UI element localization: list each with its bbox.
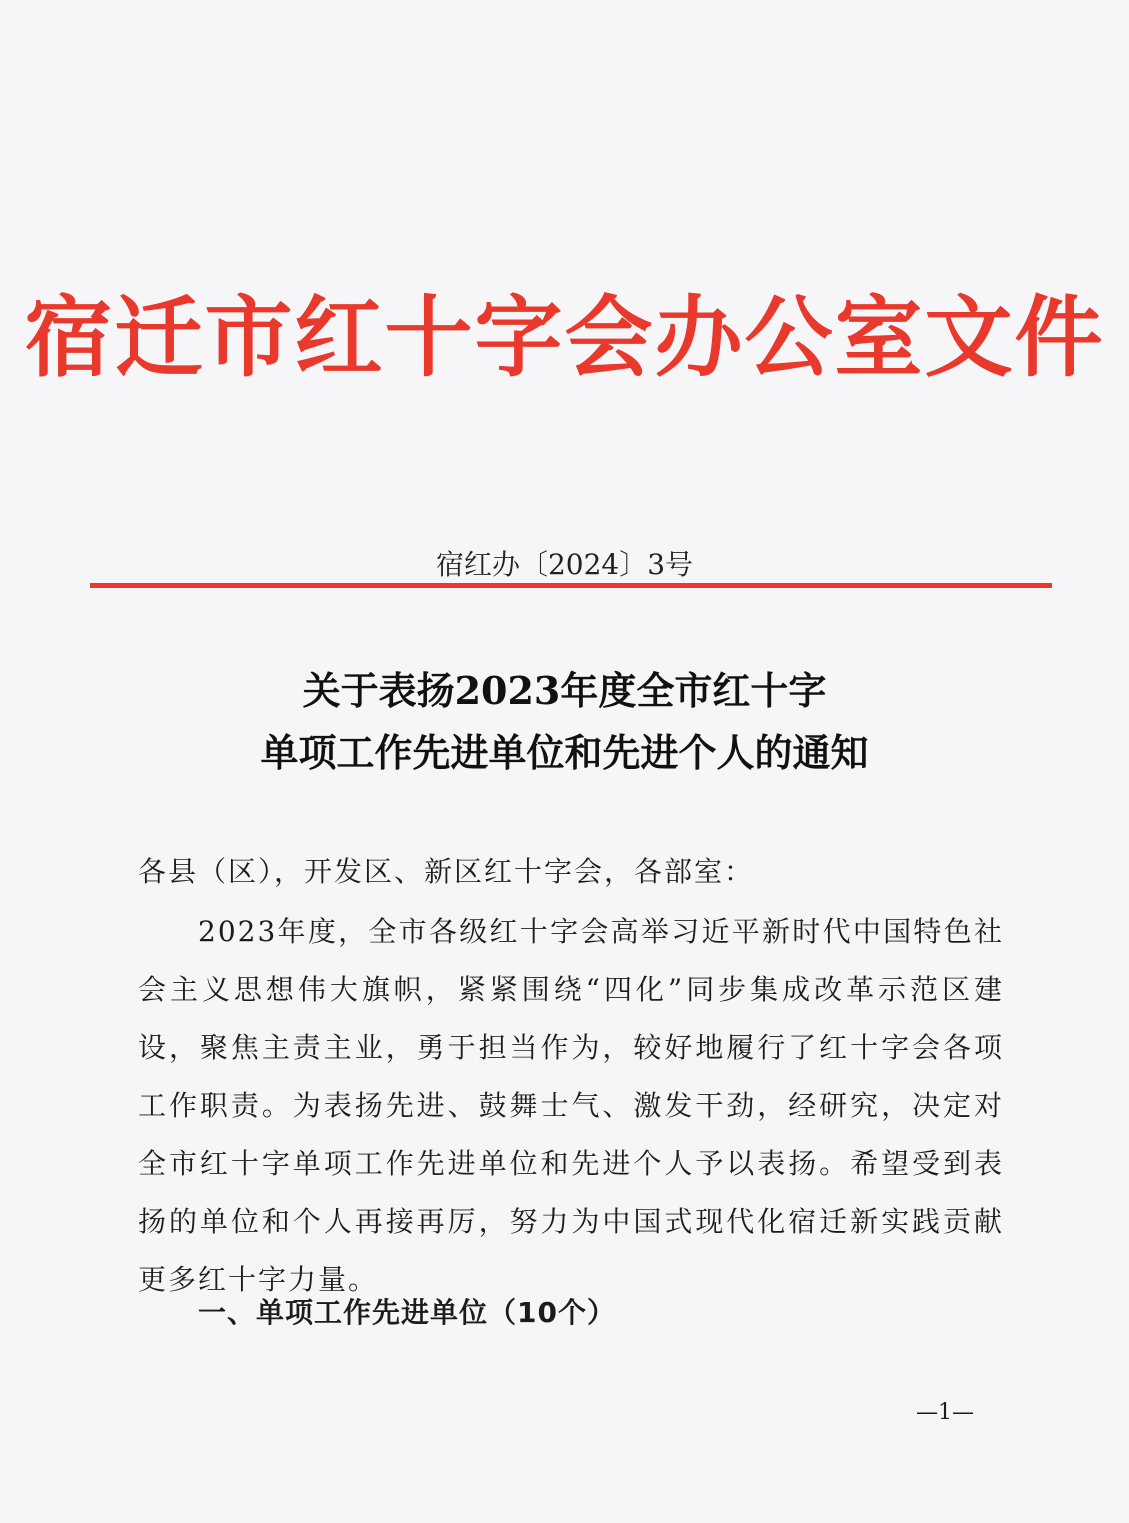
document-title-line-1: 关于表扬2023年度全市红十字: [302, 668, 827, 713]
page-number: —1—: [916, 1400, 974, 1425]
document-title-line-2: 单项工作先进单位和先进个人的通知: [260, 730, 869, 775]
issuer-title: 宿迁市红十字会办公室文件: [24, 286, 1105, 389]
salutation: 各县（区），开发区、新区红十字会，各部室：: [138, 855, 755, 888]
document-number: 宿红办〔2024〕3号: [435, 548, 694, 581]
red-separator-line: [90, 583, 1052, 588]
section-heading: 一、单项工作先进单位（10个）: [198, 1296, 616, 1329]
document-title: [0, 660, 1129, 784]
body-paragraph: 2023年度，全市各级红十字会高举习近平新时代中国特色社会主义思想伟大旗帜，紧紧围绕“四化”同步集成改革示范区建设，聚焦主责主业，勇于担当作为，较好地履行了红十字会各项工作职责。为表扬先进、鼓舞士气、激发干劲，经研究，决定对全市红十字单项工作先进单位和先进个人予以表扬。希望受到表扬的单位和个人再接再厉，努力为中国式现代化宿迁新实践贡献更多红十字力量。: [138, 915, 1004, 1296]
